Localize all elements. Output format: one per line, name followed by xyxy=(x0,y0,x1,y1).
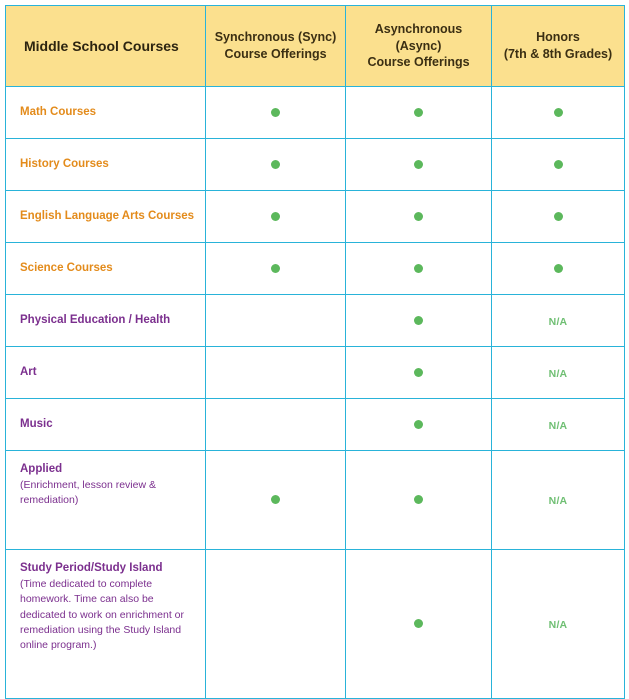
row-label-title: Study Period/Study Island xyxy=(20,562,163,574)
column-header-honors xyxy=(492,6,625,87)
row-label xyxy=(6,87,206,139)
cell-honors xyxy=(492,451,625,550)
cell-async xyxy=(346,243,492,295)
cell-sync xyxy=(206,243,346,295)
table-row xyxy=(6,243,625,295)
row-label xyxy=(6,243,206,295)
cell-sync xyxy=(206,451,346,550)
cell-honors xyxy=(492,399,625,451)
row-label-title: Art xyxy=(20,366,37,379)
not-applicable-label: N/A xyxy=(548,367,568,380)
table-row xyxy=(6,295,625,347)
not-applicable-label: N/A xyxy=(548,495,568,507)
offered-dot-icon xyxy=(271,495,280,504)
column-header-courses-label: Middle School Courses xyxy=(24,37,179,54)
cell-sync xyxy=(206,139,346,191)
row-label-title: Math Courses xyxy=(20,106,97,119)
offered-dot-icon xyxy=(271,160,280,169)
cell-async xyxy=(346,295,492,347)
column-header-sync-sublabel: Course Offerings xyxy=(224,47,327,61)
row-label-title: Science Courses xyxy=(20,262,113,275)
cell-async xyxy=(346,347,492,399)
row-label-title: Music xyxy=(20,418,53,431)
cell-async xyxy=(346,139,492,191)
column-header-honors-sublabel: (7th & 8th Grades) xyxy=(503,47,613,61)
table-row xyxy=(6,347,625,399)
cell-async xyxy=(346,87,492,139)
column-header-courses xyxy=(6,6,206,87)
row-label-description: (Time dedicated to complete homework. Time can also be dedicated to work on enrichment or remediation using the Study Island online program.) xyxy=(20,578,185,651)
row-label xyxy=(6,295,206,347)
table-row xyxy=(6,191,625,243)
cell-sync xyxy=(206,399,346,451)
row-label xyxy=(6,550,206,699)
offered-dot-icon xyxy=(414,212,423,221)
cell-sync xyxy=(206,347,346,399)
not-applicable-label: N/A xyxy=(548,419,568,432)
table-row xyxy=(6,139,625,191)
cell-sync xyxy=(206,191,346,243)
cell-honors xyxy=(492,191,625,243)
offered-dot-icon xyxy=(554,160,563,169)
cell-sync xyxy=(206,87,346,139)
cell-honors xyxy=(492,347,625,399)
row-label xyxy=(6,347,206,399)
offered-dot-icon xyxy=(414,368,423,377)
row-label-title: History Courses xyxy=(20,158,109,171)
not-applicable-label: N/A xyxy=(548,619,568,631)
offered-dot-icon xyxy=(414,316,423,325)
cell-async xyxy=(346,550,492,699)
column-header-async-sublabel: Course Offerings xyxy=(367,55,470,70)
offered-dot-icon xyxy=(271,264,280,273)
row-label-description: (Enrichment, lesson review & remediation) xyxy=(20,479,156,507)
column-header-sync xyxy=(206,6,346,87)
table-row xyxy=(6,399,625,451)
header-row xyxy=(6,6,625,87)
offered-dot-icon xyxy=(554,212,563,221)
offered-dot-icon xyxy=(554,108,563,117)
offered-dot-icon xyxy=(414,495,423,504)
column-header-async-label: Asynchronous (Async) xyxy=(374,21,463,53)
offered-dot-icon xyxy=(414,619,423,628)
table-body xyxy=(6,87,625,699)
cell-honors xyxy=(492,295,625,347)
not-applicable-label: N/A xyxy=(548,315,568,328)
column-header-sync-label: Synchronous (Sync) xyxy=(214,30,337,45)
offered-dot-icon xyxy=(414,108,423,117)
cell-async xyxy=(346,191,492,243)
offered-dot-icon xyxy=(554,264,563,273)
cell-honors xyxy=(492,550,625,699)
row-label-title: Applied xyxy=(20,463,63,475)
middle-school-courses-table xyxy=(5,5,625,699)
table-head xyxy=(6,6,625,87)
offered-dot-icon xyxy=(271,108,280,117)
column-header-async xyxy=(346,6,492,87)
cell-sync xyxy=(206,295,346,347)
cell-honors xyxy=(492,87,625,139)
row-label-title: Physical Education / Health xyxy=(20,314,171,327)
offered-dot-icon xyxy=(414,264,423,273)
row-label xyxy=(6,139,206,191)
table-row xyxy=(6,550,625,699)
row-label-title: English Language Arts Courses xyxy=(20,210,195,223)
offered-dot-icon xyxy=(414,160,423,169)
cell-async xyxy=(346,451,492,550)
row-label xyxy=(6,191,206,243)
offered-dot-icon xyxy=(414,420,423,429)
cell-honors xyxy=(492,139,625,191)
row-label xyxy=(6,451,206,550)
table-row xyxy=(6,87,625,139)
cell-async xyxy=(346,399,492,451)
row-label xyxy=(6,399,206,451)
cell-sync xyxy=(206,550,346,699)
column-header-honors-label: Honors xyxy=(536,30,580,45)
offered-dot-icon xyxy=(271,212,280,221)
cell-honors xyxy=(492,243,625,295)
table-row xyxy=(6,451,625,550)
